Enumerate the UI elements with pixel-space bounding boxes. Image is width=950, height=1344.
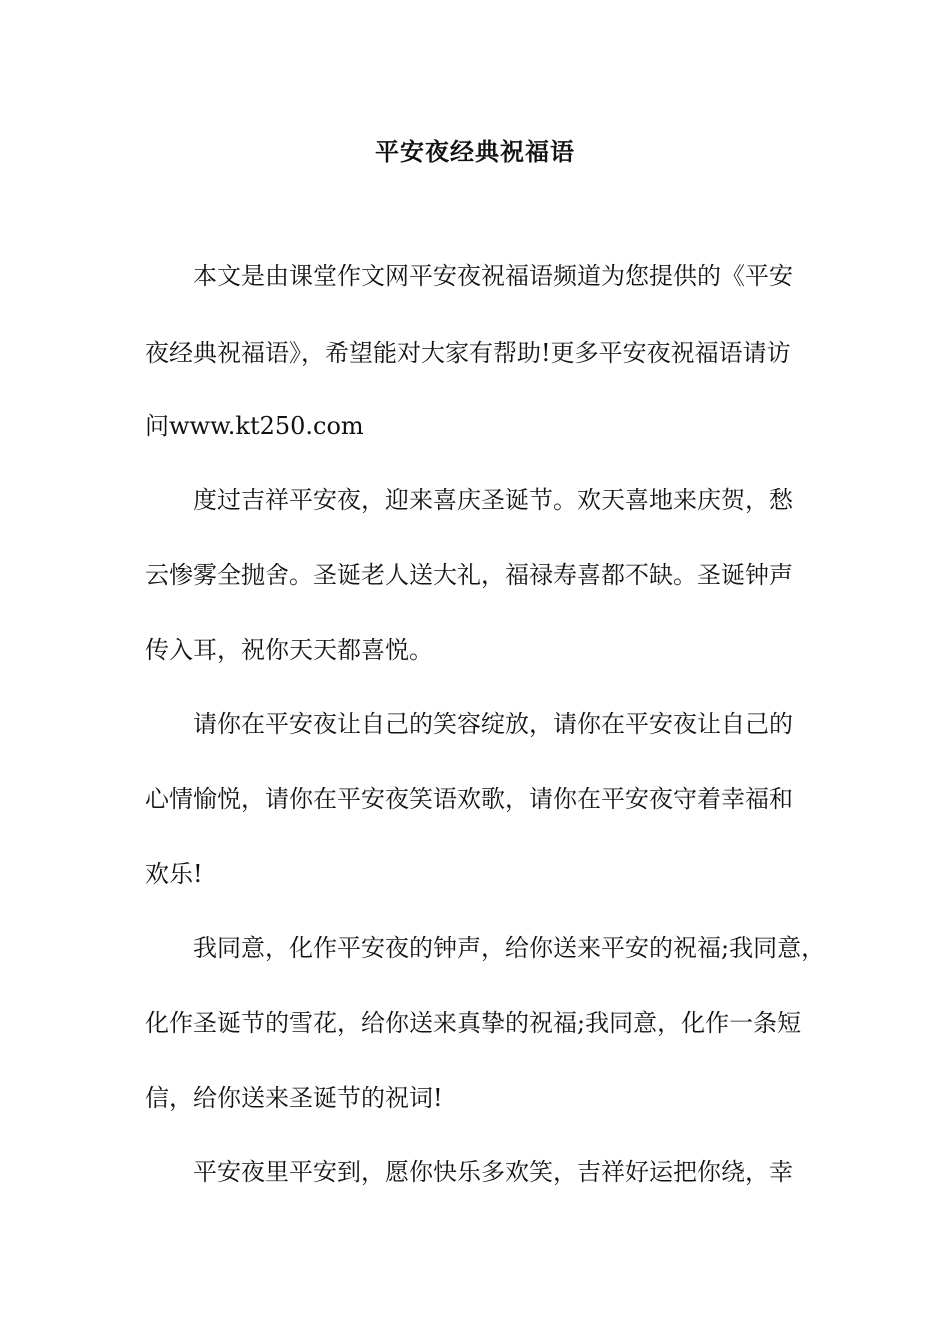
paragraph-line: 传入耳，祝你天天都喜悦。 bbox=[145, 636, 433, 664]
paragraph-line: 请你在平安夜让自己的笑容绽放，请你在平安夜让自己的 bbox=[193, 710, 793, 738]
paragraph-line: 问www.kt250.com bbox=[145, 412, 364, 440]
paragraph-line: 欢乐! bbox=[145, 860, 203, 888]
paragraph-line: 度过吉祥平安夜，迎来喜庆圣诞节。欢天喜地来庆贺，愁 bbox=[193, 486, 793, 514]
paragraph-line: 云惨雾全抛舍。圣诞老人送大礼，福禄寿喜都不缺。圣诞钟声 bbox=[145, 561, 793, 589]
paragraph-line: 我同意，化作平安夜的钟声，给你送来平安的祝福;我同意， bbox=[193, 934, 826, 962]
paragraph-line: 信，给你送来圣诞节的祝词! bbox=[145, 1084, 443, 1112]
paragraph-line: 化作圣诞节的雪花，给你送来真挚的祝福;我同意，化作一条短 bbox=[145, 1009, 802, 1037]
document-title: 平安夜经典祝福语 bbox=[375, 137, 575, 166]
paragraph-line: 平安夜里平安到，愿你快乐多欢笑，吉祥好运把你绕，幸 bbox=[193, 1158, 793, 1186]
paragraph-line: 心情愉悦，请你在平安夜笑语欢歌，请你在平安夜守着幸福和 bbox=[145, 785, 793, 813]
paragraph-line: 夜经典祝福语》，希望能对大家有帮助!更多平安夜祝福语请访 bbox=[145, 339, 791, 367]
paragraph-line: 本文是由课堂作文网平安夜祝福语频道为您提供的《平安 bbox=[193, 262, 793, 290]
